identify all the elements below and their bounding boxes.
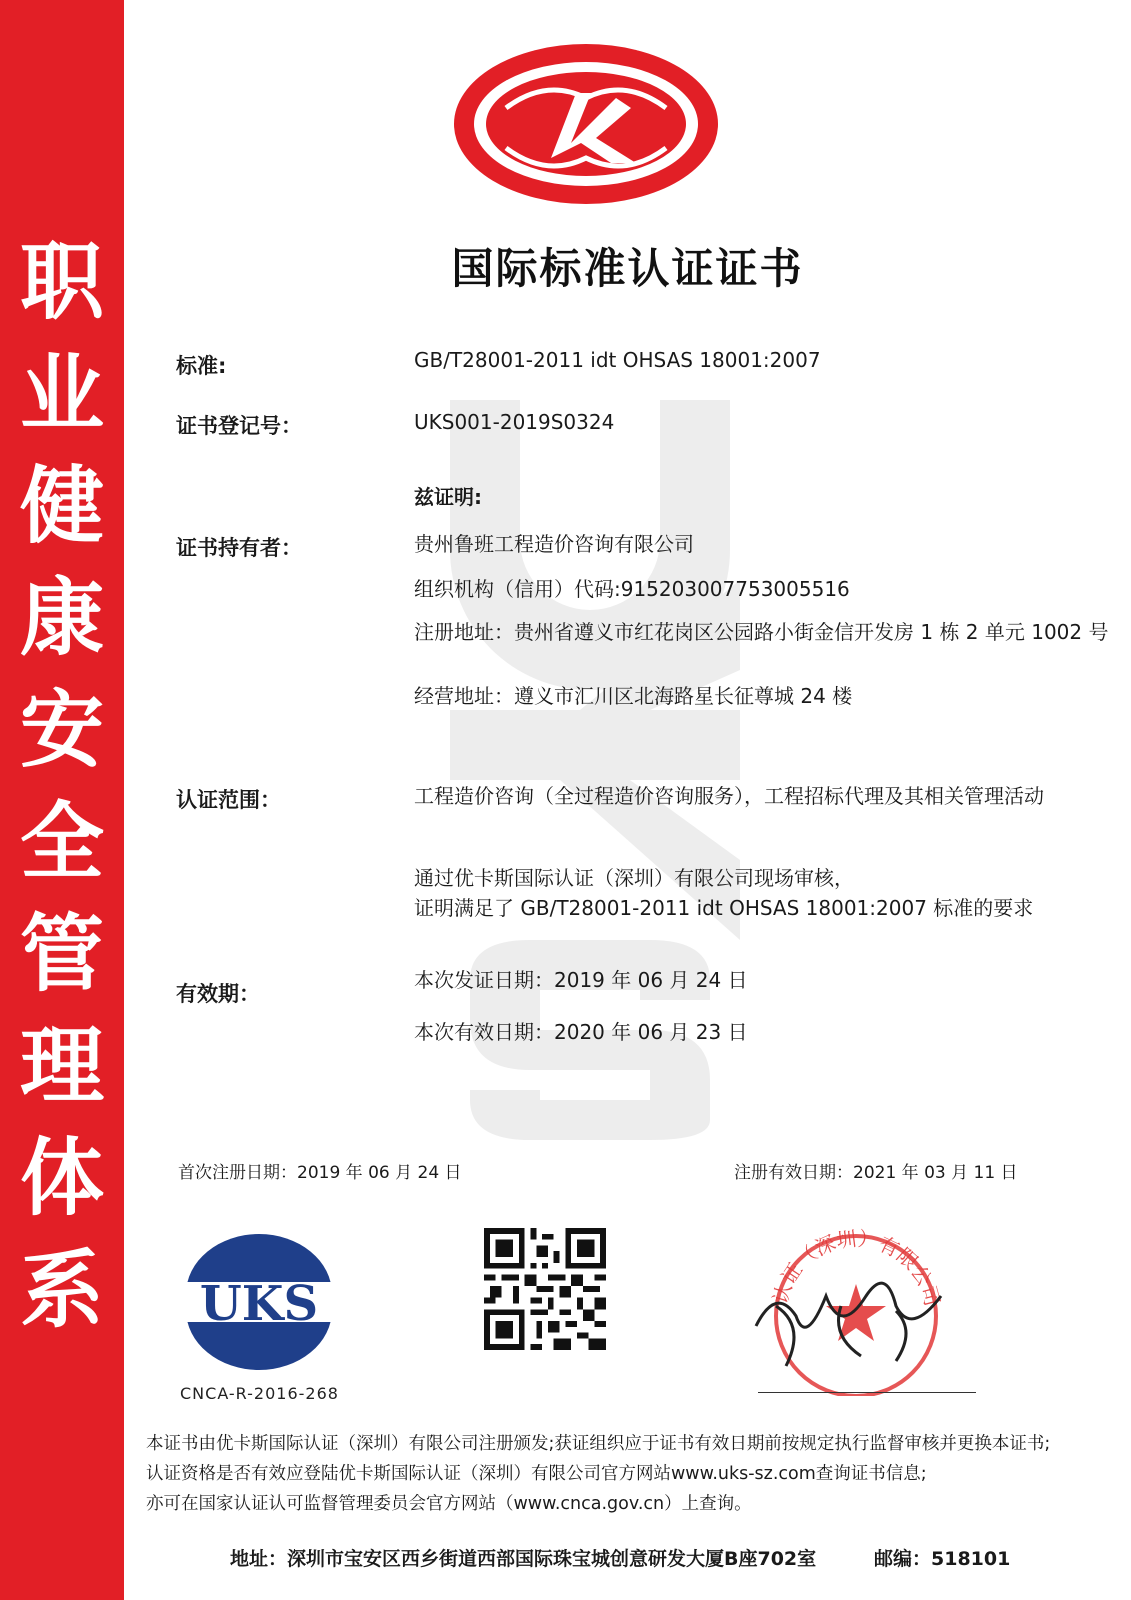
footer-line-1: 本证书由优卡斯国际认证（深圳）有限公司注册颁发;获证组织应于证书有效日期前按规定执行监督审核并更换本证书; <box>146 1434 1051 1454</box>
official-seal-icon <box>746 1216 966 1396</box>
audit-line-2: 证明满足了 GB/T28001-2011 idt OHSAS 18001:2007 标准的要求 <box>414 896 1034 920</box>
seal-text: 认证（深圳）有限公司 <box>768 1226 945 1309</box>
issue-date: 本次发证日期：2019 年 06 月 24 日 <box>414 968 748 992</box>
footer-line-2: 认证资格是否有效应登陆优卡斯国际认证（深圳）有限公司官方网站www.uks-sz.com查询证书信息; <box>146 1464 927 1484</box>
sidebar-char: 理 <box>19 1017 104 1115</box>
signature-line <box>758 1392 976 1393</box>
org-code: 组织机构（信用）代码:915203007753005516 <box>414 577 850 601</box>
registration-valid-date: 注册有效日期：2021 年 03 月 11 日 <box>734 1163 1018 1183</box>
scope-value: 工程造价咨询（全过程造价咨询服务），工程招标代理及其相关管理活动 <box>414 784 1044 808</box>
validity-label: 有效期： <box>176 982 260 1006</box>
footer-address: 地址：深圳市宝安区西乡街道西部国际珠宝城创意研发大厦B座702室 <box>230 1548 817 1570</box>
uks-logo-icon <box>176 1232 342 1372</box>
first-registration-date: 首次注册日期：2019 年 06 月 24 日 <box>178 1163 462 1183</box>
sidebar-char: 系 <box>19 1241 104 1339</box>
sidebar-band <box>0 0 124 1600</box>
footer-postcode: 邮编：518101 <box>874 1548 1011 1570</box>
sidebar-char: 全 <box>19 793 104 891</box>
sidebar-char: 康 <box>19 569 104 667</box>
reg-no-value: UKS001-2019S0324 <box>414 410 615 434</box>
scope-label: 认证范围： <box>176 788 281 812</box>
certificate-title: 国际标准认证证书 <box>451 244 804 293</box>
sidebar-char: 健 <box>19 457 104 555</box>
reg-no-label: 证书登记号： <box>176 414 302 438</box>
cnca-code: CNCA-R-2016-268 <box>180 1384 339 1403</box>
audit-line-1: 通过优卡斯国际认证（深圳）有限公司现场审核， <box>414 866 854 890</box>
sidebar-char: 业 <box>19 345 104 443</box>
uks-logo-text: UKS <box>199 1276 319 1332</box>
holder-name: 贵州鲁班工程造价咨询有限公司 <box>414 532 694 556</box>
sidebar-char: 体 <box>19 1129 104 1227</box>
standard-value: GB/T28001-2011 idt OHSAS 18001:2007 <box>414 348 821 372</box>
sidebar-char: 职 <box>19 233 104 331</box>
qr-code-icon[interactable] <box>484 1228 606 1350</box>
holder-label: 证书持有者： <box>176 536 302 560</box>
hereby-text: 兹证明: <box>414 485 482 509</box>
standard-label: 标准: <box>176 354 227 378</box>
op-address: 经营地址：遵义市汇川区北海路星长征尊城 24 楼 <box>414 684 853 708</box>
reg-address: 注册地址：贵州省遵义市红花岗区公园路小街金信开发房 1 栋 2 单元 1002 号 <box>414 620 1109 644</box>
expiry-date: 本次有效日期：2020 年 06 月 23 日 <box>414 1020 748 1044</box>
sidebar-char: 管 <box>19 905 104 1003</box>
sidebar-char: 安 <box>19 681 104 779</box>
footer-line-3: 亦可在国家认证认可监督管理委员会官方网站（www.cnca.gov.cn）上查询。 <box>146 1494 752 1514</box>
certification-logo-icon <box>446 38 726 210</box>
